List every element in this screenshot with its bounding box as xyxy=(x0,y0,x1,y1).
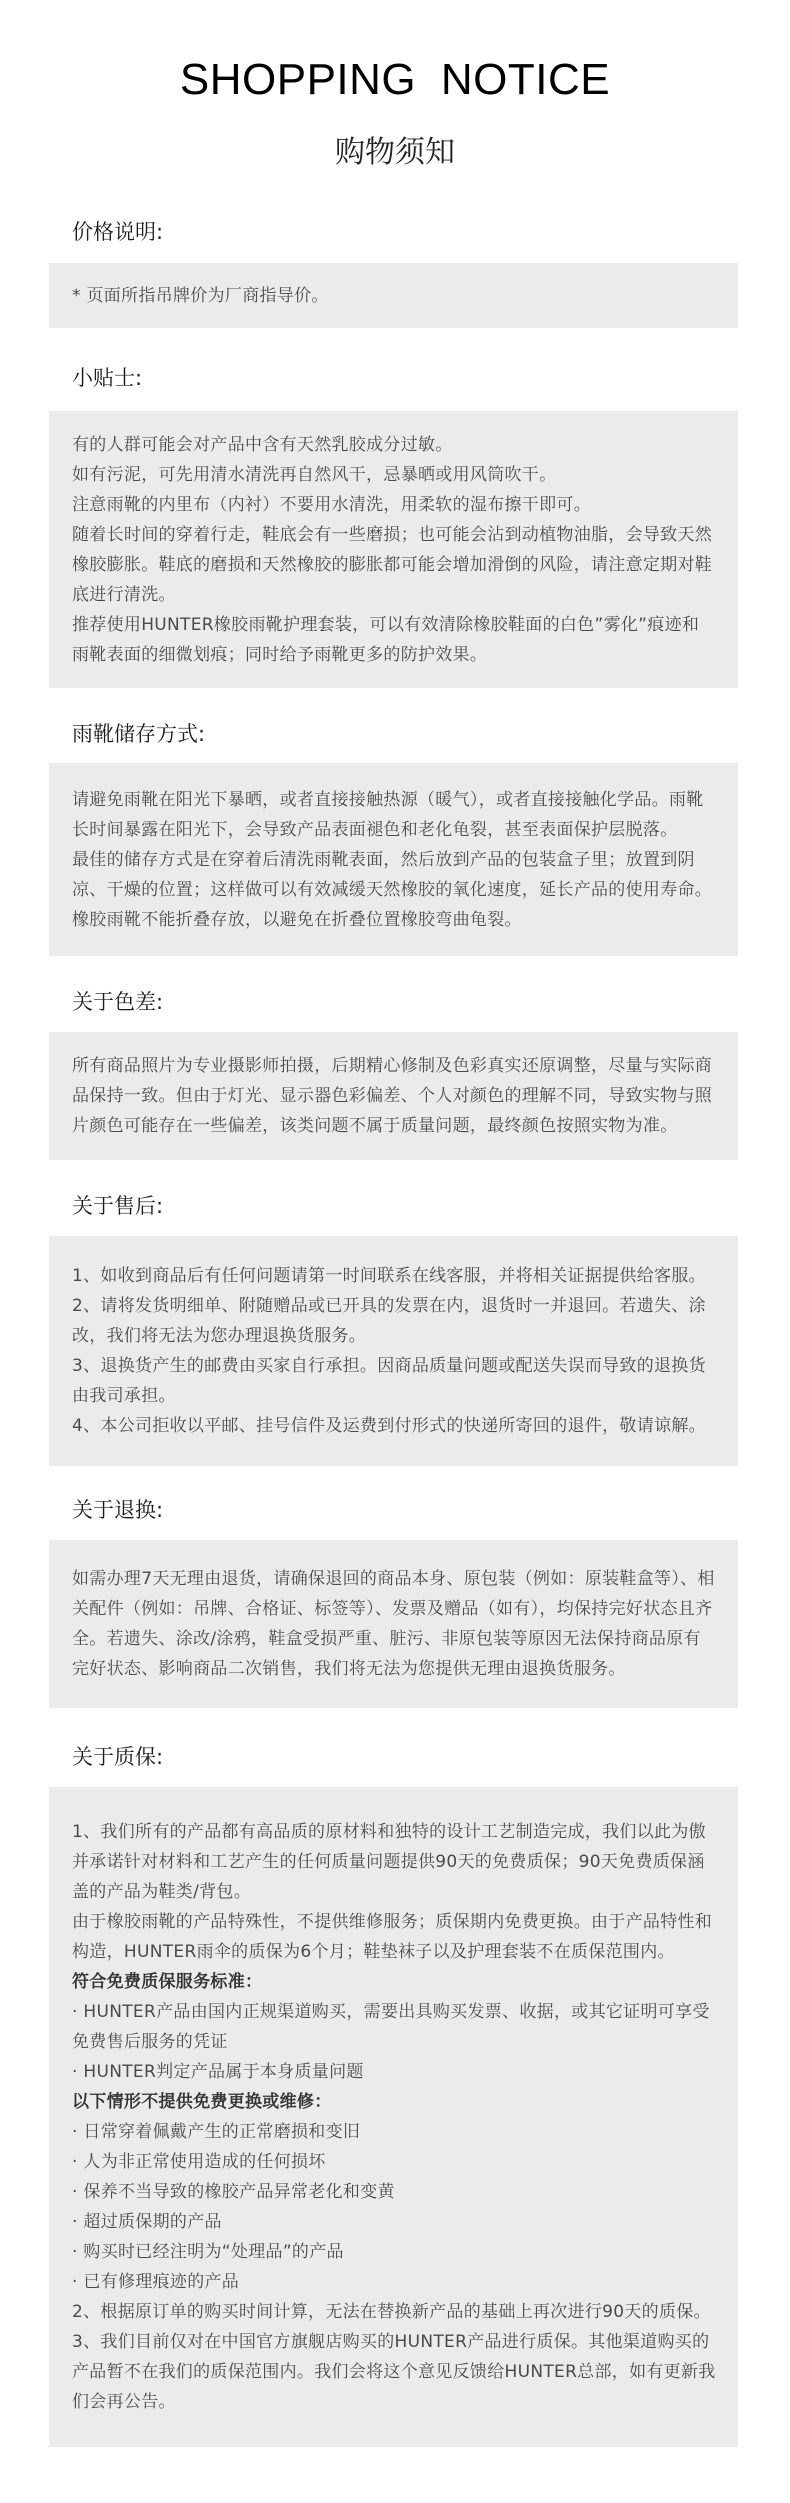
section-content-box xyxy=(49,1540,738,1708)
section-content-box xyxy=(49,1032,738,1160)
paragraph: 有的人群可能会对产品中含有天然乳胶成分过敏。 xyxy=(72,434,453,455)
section-heading: 关于退换: xyxy=(72,1498,164,1522)
paragraph: 1、如收到商品后有任何问题请第一时间联系在线客服，并将相关证据提供给客服。 xyxy=(72,1266,706,1286)
bullet-item: · 购买时已经注明为“处理品”的产品 xyxy=(72,2242,344,2262)
page-title: SHOPPING NOTICE xyxy=(179,55,611,104)
section-price-notice xyxy=(0,217,790,328)
section-content-box xyxy=(49,411,738,688)
section-storage xyxy=(0,719,790,956)
paragraph: 如需办理7天无理由退货，请确保退回的商品本身、原包装（例如：原装鞋盒等）、相关配件（例如：吊牌、合格证、标签等）、发票及赠品（如有），均保持完好状态且齐全。若遗失、涂改/涂鸦，鞋盒受损严重、脏污、非原包装等原因无法保持商品原有完好状态、影响商品二次销售，我们将无法为您提供无理由退换货服务。 xyxy=(72,1569,715,1679)
paragraph: 推荐使用HUNTER橡胶雨靴护理套装，可以有效清除橡胶鞋面的白色”雾化”痕迹和雨靴表面的细微划痕；同时给予雨靴更多的防护效果。 xyxy=(72,614,700,665)
bullet-item: · 人为非正常使用造成的任何损坏 xyxy=(72,2152,326,2172)
paragraph: 2、请将发货明细单、附随赠品或已开具的发票在内，退货时一并退回。若遗失、涂改，我们将无法为您办理退换货服务。 xyxy=(72,1296,706,1346)
paragraph: 2、根据原订单的购买时间计算，无法在替换新产品的基础上再次进行90天的质保。 xyxy=(72,2302,711,2322)
section-color-difference xyxy=(0,987,790,1160)
paragraph: 1、我们所有的产品都有高品质的原材料和独特的设计工艺制造完成，我们以此为傲并承诺针对材料和工艺产生的任何质量问题提供90天的免费质保；90天免费质保涵盖的产品为鞋类/背包。 xyxy=(72,1822,706,1902)
paragraph: 随着长时间的穿着行走，鞋底会有一些磨损；也可能会沾到动植物油脂，会导致天然橡胶膨胀。鞋底的磨损和天然橡胶的膨胀都可能会增加滑倒的风险，请注意定期对鞋底进行清洗。 xyxy=(72,524,713,605)
paragraph: 3、我们目前仅对在中国官方旗舰店购买的HUNTER产品进行质保。其他渠道购买的产品暂不在我们的质保范围内。我们会将这个意见反馈给HUNTER总部，如有更新我们会再公告。 xyxy=(72,2332,716,2412)
subheading-eligible: 符合免费质保服务标准： xyxy=(72,1972,263,1992)
paragraph: 请避免雨靴在阳光下暴晒，或者直接接触热源（暖气），或者直接接触化学品。雨靴长时间暴露在阳光下，会导致产品表面褪色和老化龟裂，甚至表面保护层脱落。 xyxy=(72,789,704,840)
bullet-item: · 保养不当导致的橡胶产品异常老化和变黄 xyxy=(72,2182,395,2202)
section-after-sales xyxy=(0,1191,790,1466)
paragraph: 3、退换货产生的邮费由买家自行承担。因商品质量问题或配送失误而导致的退换货由我司承担。 xyxy=(72,1356,706,1406)
section-heading: 关于质保: xyxy=(72,1745,164,1769)
section-heading: 价格说明: xyxy=(72,220,164,244)
section-content-box xyxy=(49,1236,738,1466)
paragraph: 4、本公司拒收以平邮、挂号信件及运费到付形式的快递所寄回的退件，敬请谅解。 xyxy=(72,1416,706,1436)
bullet-item: · HUNTER产品由国内正规渠道购买，需要出具购买发票、收据，或其它证明可享受免费售后服务的凭证 xyxy=(72,2002,710,2052)
paragraph: 所有商品照片为专业摄影师拍摄，后期精心修制及色彩真实还原调整，尽量与实际商品保持一致。但由于灯光、显示器色彩偏差、个人对颜色的理解不同，导致实物与照片颜色可能存在一些偏差，该类问题不属于质量问题，最终颜色按照实物为准。 xyxy=(72,1056,713,1136)
paragraph: 如有污泥，可先用清水清洗再自然风干，忌暴晒或用风筒吹干。 xyxy=(72,464,557,485)
section-content-box xyxy=(49,1787,738,2447)
section-tips xyxy=(0,363,790,688)
section-warranty xyxy=(0,1742,790,2447)
section-content-box xyxy=(49,763,738,956)
bullet-item: · 超过质保期的产品 xyxy=(72,2212,222,2232)
paragraph: 最佳的储存方式是在穿着后清洗雨靴表面，然后放到产品的包装盒子里；放置到阴凉、干燥的位置；这样做可以有效减缓天然橡胶的氧化速度，延长产品的使用寿命。 xyxy=(72,849,713,900)
paragraph: * 页面所指吊牌价为厂商指导价。 xyxy=(72,285,329,306)
section-heading: 关于色差: xyxy=(72,990,164,1014)
paragraph: 橡胶雨靴不能折叠存放，以避免在折叠位置橡胶弯曲龟裂。 xyxy=(72,909,522,930)
bullet-item: · HUNTER判定产品属于本身质量问题 xyxy=(72,2062,364,2082)
page-subtitle: 购物须知 xyxy=(335,135,455,170)
section-heading: 小贴士: xyxy=(72,366,143,390)
paragraph: 由于橡胶雨靴的产品特殊性，不提供维修服务；质保期内免费更换。由于产品特性和构造，HUNTER雨伞的质保为6个月；鞋垫袜子以及护理套装不在质保范围内。 xyxy=(72,1912,713,1962)
bullet-item: · 日常穿着佩戴产生的正常磨损和变旧 xyxy=(72,2122,361,2142)
section-returns xyxy=(0,1495,790,1708)
section-content-box xyxy=(49,263,738,328)
paragraph: 注意雨靴的内里布（内衬）不要用水清洗，用柔软的湿布擦干即可。 xyxy=(72,494,591,515)
section-heading: 关于售后: xyxy=(72,1194,164,1218)
section-heading: 雨靴储存方式: xyxy=(72,722,206,746)
bullet-item: · 已有修理痕迹的产品 xyxy=(72,2272,240,2292)
subheading-exclusions: 以下情形不提供免费更换或维修： xyxy=(72,2092,332,2112)
